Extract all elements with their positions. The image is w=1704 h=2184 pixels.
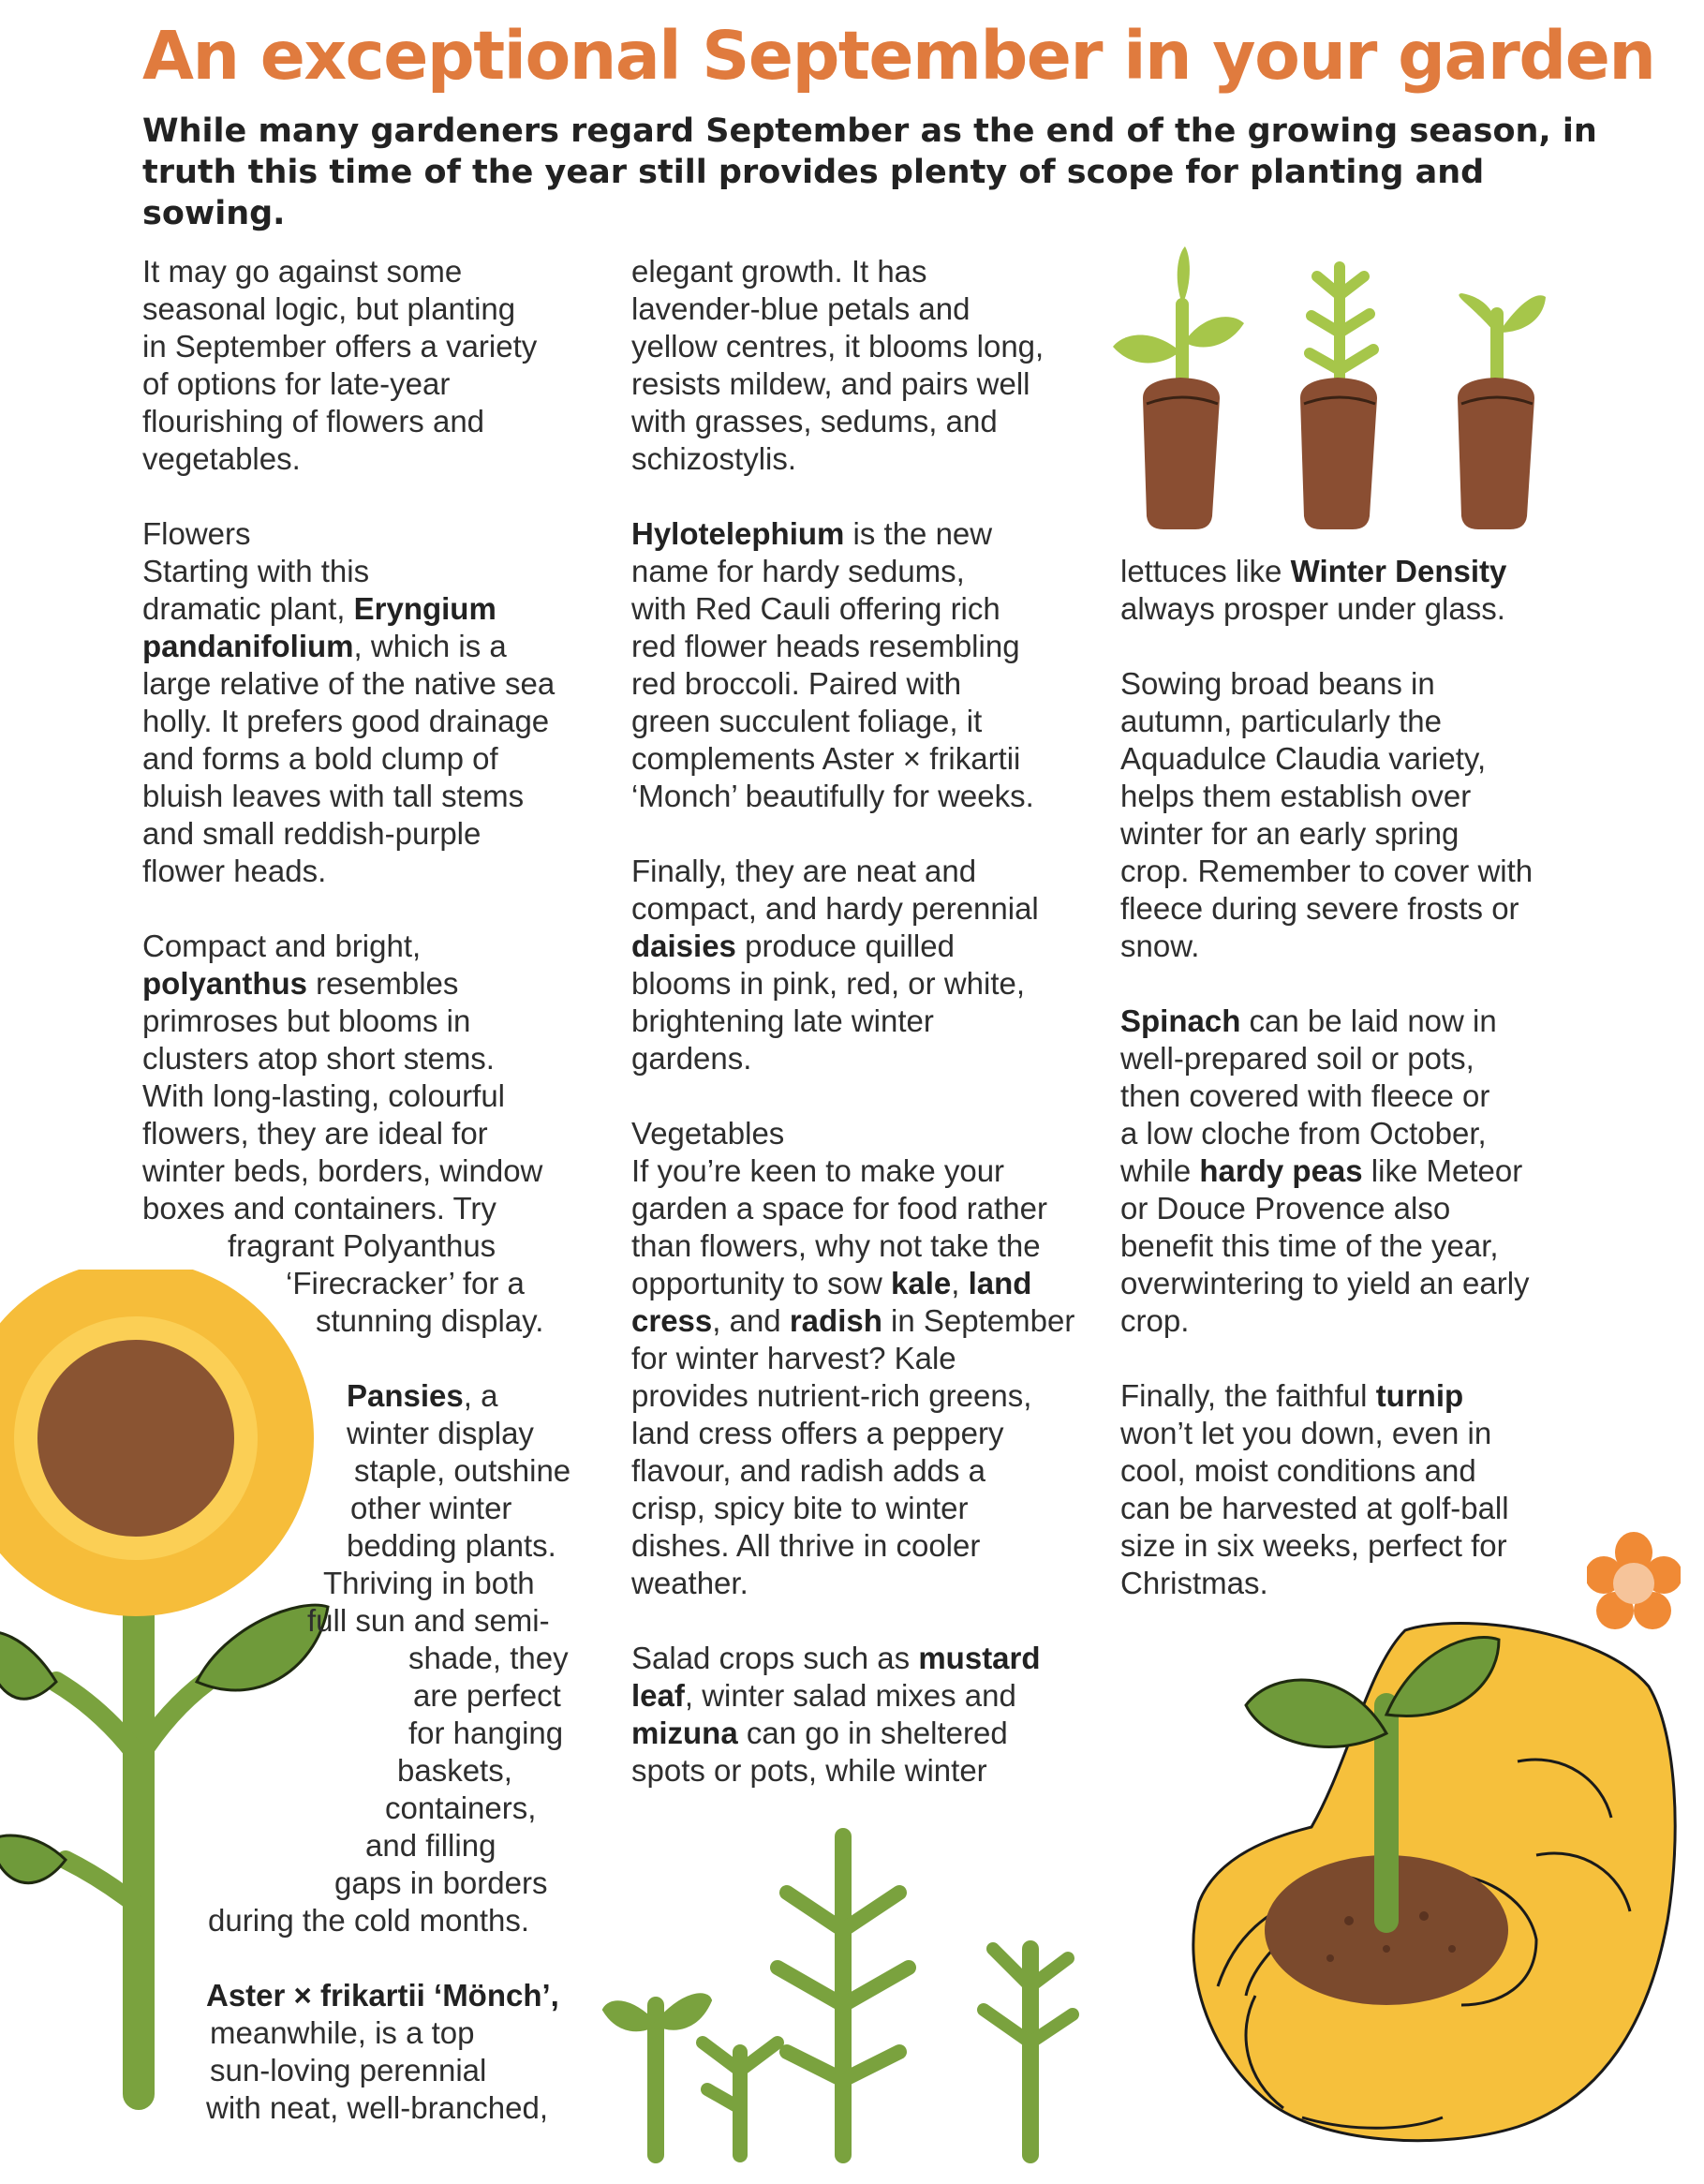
- body-text-line: [347, 1377, 497, 1415]
- text-span: always prosper under glass.: [1120, 591, 1505, 626]
- text-span: dramatic plant,: [142, 591, 354, 626]
- body-text-line: [206, 2089, 548, 2127]
- text-span: winter display: [347, 1416, 534, 1450]
- body-text-line: [142, 1003, 470, 1040]
- body-text-line: [631, 403, 998, 440]
- bold-term: radish: [789, 1303, 882, 1338]
- body-text-line: [1120, 590, 1505, 628]
- body-text-line: [347, 1527, 556, 1565]
- potted-seedlings-illustration: [1105, 239, 1574, 539]
- text-span: or Douce Provence also: [1120, 1191, 1451, 1226]
- body-text-line: [631, 1115, 784, 1152]
- text-span: other winter: [350, 1491, 512, 1525]
- text-span: in September offers a variety: [142, 329, 538, 364]
- body-text-line: [1120, 1190, 1450, 1227]
- text-span: with grasses, sedums, and: [631, 404, 998, 438]
- text-span: spots or pots, while winter: [631, 1753, 987, 1788]
- body-text-line: [1120, 1452, 1476, 1490]
- body-text-line: [142, 365, 450, 403]
- body-text-line: [354, 1452, 570, 1490]
- body-text-line: [142, 590, 496, 628]
- bold-term: Aster × frikartii ‘Mönch’,: [206, 1978, 559, 2013]
- text-span: containers,: [385, 1790, 537, 1825]
- text-span: with Red Cauli offering rich: [631, 591, 1000, 626]
- text-span: Christmas.: [1120, 1566, 1268, 1600]
- text-span: winter for an early spring: [1120, 816, 1460, 851]
- body-text-line: [365, 1827, 496, 1865]
- body-text-line: [408, 1640, 569, 1677]
- page-title: An exceptional September in your garden: [142, 17, 1655, 95]
- text-span: cool, moist conditions and: [1120, 1453, 1476, 1488]
- body-text-line: [631, 928, 955, 965]
- body-text-line: [142, 778, 524, 815]
- body-text-line: [631, 328, 1044, 365]
- text-span: overwintering to yield an early: [1120, 1266, 1530, 1300]
- body-text-line: [1120, 890, 1519, 928]
- text-span: staple, outshine: [354, 1453, 571, 1488]
- body-text-line: [142, 1152, 542, 1190]
- bold-term: polyanthus: [142, 966, 308, 1001]
- body-text-line: [631, 740, 1020, 778]
- bold-term: Spinach: [1120, 1003, 1241, 1038]
- text-span: and forms a bold clump of: [142, 741, 498, 776]
- text-span: and small reddish-purple: [142, 816, 482, 851]
- text-span: Flowers: [142, 516, 251, 551]
- text-span: green succulent foliage, it: [631, 704, 983, 738]
- body-text-line: [1120, 1152, 1522, 1190]
- bold-term: pandanifolium: [142, 629, 354, 663]
- text-span: weather.: [631, 1566, 748, 1600]
- body-text-line: [631, 553, 965, 590]
- body-text-line: [631, 1677, 1016, 1715]
- text-span: vegetables.: [142, 441, 301, 476]
- bold-term: cress: [631, 1303, 713, 1338]
- body-text-line: [334, 1865, 547, 1902]
- text-span: Finally, the faithful: [1120, 1378, 1376, 1413]
- body-text-line: [631, 1752, 987, 1790]
- text-span: complements Aster × frikartii: [631, 741, 1021, 776]
- body-text-line: [142, 815, 481, 853]
- body-text-line: [413, 1677, 561, 1715]
- sunflower-head: [0, 1270, 314, 1616]
- text-span: dishes. All thrive in cooler: [631, 1528, 981, 1563]
- text-span: resists mildew, and pairs well: [631, 366, 1030, 401]
- body-text-line: [1120, 1415, 1491, 1452]
- body-text-line: [206, 1977, 559, 2014]
- sprouts-illustration: [600, 1818, 1087, 2174]
- body-text-line: [142, 290, 515, 328]
- body-text-line: [1120, 1115, 1487, 1152]
- text-span: can be laid now in: [1240, 1003, 1497, 1038]
- body-text-line: [397, 1752, 512, 1790]
- body-text-line: [631, 365, 1030, 403]
- text-span: opportunity to sow: [631, 1266, 891, 1300]
- text-span: gaps in borders: [334, 1865, 548, 1900]
- text-span: a low cloche from October,: [1120, 1116, 1487, 1151]
- body-text-line: [631, 1640, 1041, 1677]
- body-text-line: [142, 1077, 505, 1115]
- text-span: crop. Remember to cover with: [1120, 854, 1534, 888]
- text-span: large relative of the native sea: [142, 666, 556, 701]
- text-span: sun-loving perennial: [210, 2053, 487, 2087]
- text-span: fragrant Polyanthus: [228, 1228, 496, 1263]
- body-text-line: [631, 1040, 751, 1077]
- body-text-line: [631, 1490, 968, 1527]
- body-text-line: [208, 1902, 529, 1939]
- bold-term: hardy peas: [1199, 1153, 1363, 1188]
- text-span: won’t let you down, even in: [1120, 1416, 1492, 1450]
- body-text-line: [142, 740, 498, 778]
- body-text-line: [142, 665, 555, 703]
- text-span: winter beds, borders, window: [142, 1153, 543, 1188]
- bold-term: Eryngium: [353, 591, 496, 626]
- seedling-pot-2: [1300, 267, 1377, 529]
- text-span: are perfect: [413, 1678, 561, 1713]
- text-span: ‘Firecracker’ for a: [286, 1266, 525, 1300]
- text-span: With long-lasting, colourful: [142, 1078, 506, 1113]
- body-text-line: [1120, 1377, 1463, 1415]
- body-text-line: [347, 1415, 534, 1452]
- body-text-line: [631, 965, 1025, 1003]
- body-text-line: [631, 1003, 934, 1040]
- text-span: , which is a: [353, 629, 507, 663]
- body-text-line: [631, 665, 961, 703]
- text-span: than flowers, why not take the: [631, 1228, 1041, 1263]
- text-span: compact, and hardy perennial: [631, 891, 1039, 926]
- body-text-line: [1120, 815, 1459, 853]
- body-text-line: [1120, 853, 1533, 890]
- text-span: provides nutrient-rich greens,: [631, 1378, 1032, 1413]
- body-text-line: [631, 290, 970, 328]
- text-span: schizostylis.: [631, 441, 797, 476]
- body-text-line: [210, 2014, 474, 2052]
- text-span: Salad crops such as: [631, 1641, 919, 1675]
- body-text-line: [142, 440, 301, 478]
- text-span: stunning display.: [316, 1303, 544, 1338]
- text-span: boxes and containers. Try: [142, 1191, 496, 1226]
- body-text-line: [142, 1040, 495, 1077]
- text-span: lettuces like: [1120, 554, 1291, 588]
- bold-term: leaf: [631, 1678, 685, 1713]
- text-span: well-prepared soil or pots,: [1120, 1041, 1474, 1076]
- bold-term: Winter Density: [1290, 554, 1507, 588]
- text-span: red flower heads resembling: [631, 629, 1020, 663]
- body-text-line: [631, 515, 992, 553]
- body-text-line: [1120, 1302, 1189, 1340]
- text-span: Thriving in both: [323, 1566, 535, 1600]
- text-span: for hanging: [408, 1716, 564, 1750]
- bold-term: daisies: [631, 929, 736, 963]
- text-span: can go in sheltered: [737, 1716, 1008, 1750]
- body-text-line: [631, 1715, 1008, 1752]
- text-span: blooms in pink, red, or white,: [631, 966, 1026, 1001]
- body-text-line: [142, 965, 458, 1003]
- body-text-line: [631, 1302, 1074, 1340]
- text-span: gardens.: [631, 1041, 752, 1076]
- body-text-line: [210, 2052, 486, 2089]
- body-text-line: [631, 253, 927, 290]
- text-span: , a: [463, 1378, 498, 1413]
- text-span: name for hardy sedums,: [631, 554, 965, 588]
- bold-term: mustard: [918, 1641, 1041, 1675]
- text-span: ,: [951, 1266, 969, 1300]
- text-span: If you’re keen to make your: [631, 1153, 1005, 1188]
- body-text-line: [142, 1115, 488, 1152]
- body-text-line: [408, 1715, 563, 1752]
- text-span: crisp, spicy bite to winter: [631, 1491, 969, 1525]
- text-span: then covered with fleece or: [1120, 1078, 1490, 1113]
- body-text-line: [631, 703, 982, 740]
- body-text-line: [1120, 1565, 1268, 1602]
- text-span: with neat, well-branched,: [206, 2090, 549, 2125]
- body-text-line: [1120, 1527, 1507, 1565]
- body-text-line: [1120, 553, 1506, 590]
- text-span: during the cold months.: [208, 1903, 530, 1938]
- text-span: It may go against some: [142, 254, 463, 289]
- text-span: like Meteor: [1362, 1153, 1523, 1188]
- body-text-line: [1120, 1077, 1489, 1115]
- seedling-pot-3: [1458, 293, 1546, 529]
- text-span: brightening late winter: [631, 1003, 934, 1038]
- text-span: clusters atop short stems.: [142, 1041, 495, 1076]
- text-span: Finally, they are neat and: [631, 854, 977, 888]
- body-text-line: [1120, 740, 1486, 778]
- body-text-line: [1120, 928, 1199, 965]
- body-text-line: [1120, 665, 1435, 703]
- text-span: meanwhile, is a top: [210, 2015, 475, 2050]
- bold-term: land: [968, 1266, 1032, 1300]
- text-span: full sun and semi-: [307, 1603, 550, 1638]
- text-span: benefit this time of the year,: [1120, 1228, 1499, 1263]
- bold-term: Pansies: [347, 1378, 464, 1413]
- text-span: flavour, and radish adds a: [631, 1453, 985, 1488]
- body-text-line: [142, 628, 507, 665]
- text-span: red broccoli. Paired with: [631, 666, 962, 701]
- text-span: Sowing broad beans in: [1120, 666, 1435, 701]
- body-text-line: [323, 1565, 535, 1602]
- body-text-line: [1120, 778, 1471, 815]
- text-span: bluish leaves with tall stems: [142, 779, 525, 813]
- body-text-line: [631, 853, 976, 890]
- text-span: yellow centres, it blooms long,: [631, 329, 1045, 364]
- text-span: Compact and bright,: [142, 929, 422, 963]
- body-text-line: [631, 1152, 1004, 1190]
- text-span: helps them establish over: [1120, 779, 1472, 813]
- text-span: size in six weeks, perfect for: [1120, 1528, 1507, 1563]
- text-span: bedding plants.: [347, 1528, 556, 1563]
- text-span: autumn, particularly the: [1120, 704, 1443, 738]
- body-text-line: [631, 778, 1034, 815]
- body-text-line: [631, 1377, 1031, 1415]
- body-text-line: [631, 890, 1039, 928]
- text-span: , winter salad mixes and: [684, 1678, 1016, 1713]
- text-span: seasonal logic, but planting: [142, 291, 516, 326]
- text-span: snow.: [1120, 929, 1200, 963]
- body-text-line: [631, 1452, 985, 1490]
- text-span: produce quilled: [735, 929, 955, 963]
- bold-term: turnip: [1375, 1378, 1464, 1413]
- body-text-line: [142, 928, 421, 965]
- body-text-line: [631, 1565, 748, 1602]
- text-span: primroses but blooms in: [142, 1003, 471, 1038]
- text-span: Aquadulce Claudia variety,: [1120, 741, 1487, 776]
- body-text-line: [1120, 1227, 1499, 1265]
- text-span: Starting with this: [142, 554, 370, 588]
- body-text-line: [142, 403, 484, 440]
- text-span: lavender-blue petals and: [631, 291, 971, 326]
- text-span: holly. It prefers good drainage: [142, 704, 550, 738]
- body-text-line: [1120, 1490, 1509, 1527]
- text-span: while: [1120, 1153, 1200, 1188]
- bold-term: mizuna: [631, 1716, 738, 1750]
- text-span: and filling: [365, 1828, 496, 1863]
- text-span: flower heads.: [142, 854, 327, 888]
- body-text-line: [142, 515, 251, 553]
- text-span: flowers, they are ideal for: [142, 1116, 488, 1151]
- text-span: land cress offers a peppery: [631, 1416, 1004, 1450]
- body-text-line: [1120, 1265, 1530, 1302]
- body-text-line: [142, 1190, 496, 1227]
- text-span: ‘Monch’ beautifully for weeks.: [631, 779, 1034, 813]
- text-span: resembles: [307, 966, 459, 1001]
- body-text-line: [631, 440, 796, 478]
- text-span: elegant growth. It has: [631, 254, 927, 289]
- text-span: shade, they: [408, 1641, 569, 1675]
- bold-term: kale: [891, 1266, 952, 1300]
- body-text-line: [631, 1265, 1031, 1302]
- body-text-line: [286, 1265, 525, 1302]
- body-text-line: [142, 553, 369, 590]
- text-span: is the new: [844, 516, 993, 551]
- body-text-line: [228, 1227, 496, 1265]
- text-span: flourishing of flowers and: [142, 404, 485, 438]
- text-span: , and: [712, 1303, 790, 1338]
- body-text-line: [631, 590, 1000, 628]
- body-text-line: [385, 1790, 536, 1827]
- text-span: baskets,: [397, 1753, 512, 1788]
- body-text-line: [631, 1415, 1003, 1452]
- body-text-line: [1120, 1040, 1474, 1077]
- body-text-line: [631, 1190, 1047, 1227]
- body-text-line: [142, 703, 549, 740]
- text-span: can be harvested at golf-ball: [1120, 1491, 1509, 1525]
- body-text-line: [350, 1490, 511, 1527]
- body-text-line: [1120, 703, 1442, 740]
- body-text-line: [631, 1227, 1041, 1265]
- text-span: fleece during severe frosts or: [1120, 891, 1519, 926]
- text-span: in September: [882, 1303, 1075, 1338]
- text-span: of options for late-year: [142, 366, 451, 401]
- body-text-line: [316, 1302, 543, 1340]
- text-span: garden a space for food rather: [631, 1191, 1047, 1226]
- bold-term: Hylotelephium: [631, 516, 845, 551]
- body-text-line: [142, 253, 462, 290]
- seedling-pot-1: [1113, 246, 1244, 529]
- text-span: Vegetables: [631, 1116, 785, 1151]
- body-text-line: [307, 1602, 550, 1640]
- text-span: crop.: [1120, 1303, 1190, 1338]
- body-text-line: [142, 328, 537, 365]
- text-span: for winter harvest? Kale: [631, 1341, 956, 1375]
- body-text-line: [142, 853, 326, 890]
- body-text-line: [631, 1527, 980, 1565]
- hands-holding-seedling-illustration: [1162, 1593, 1686, 2164]
- page-subtitle: While many gardeners regard September as the end of the growing season, in truth this time of the year still provides plenty of scope for planting and sowing.: [142, 112, 1597, 232]
- body-text-line: [631, 628, 1020, 665]
- body-text-line: [1120, 1003, 1497, 1040]
- body-text-line: [631, 1340, 956, 1377]
